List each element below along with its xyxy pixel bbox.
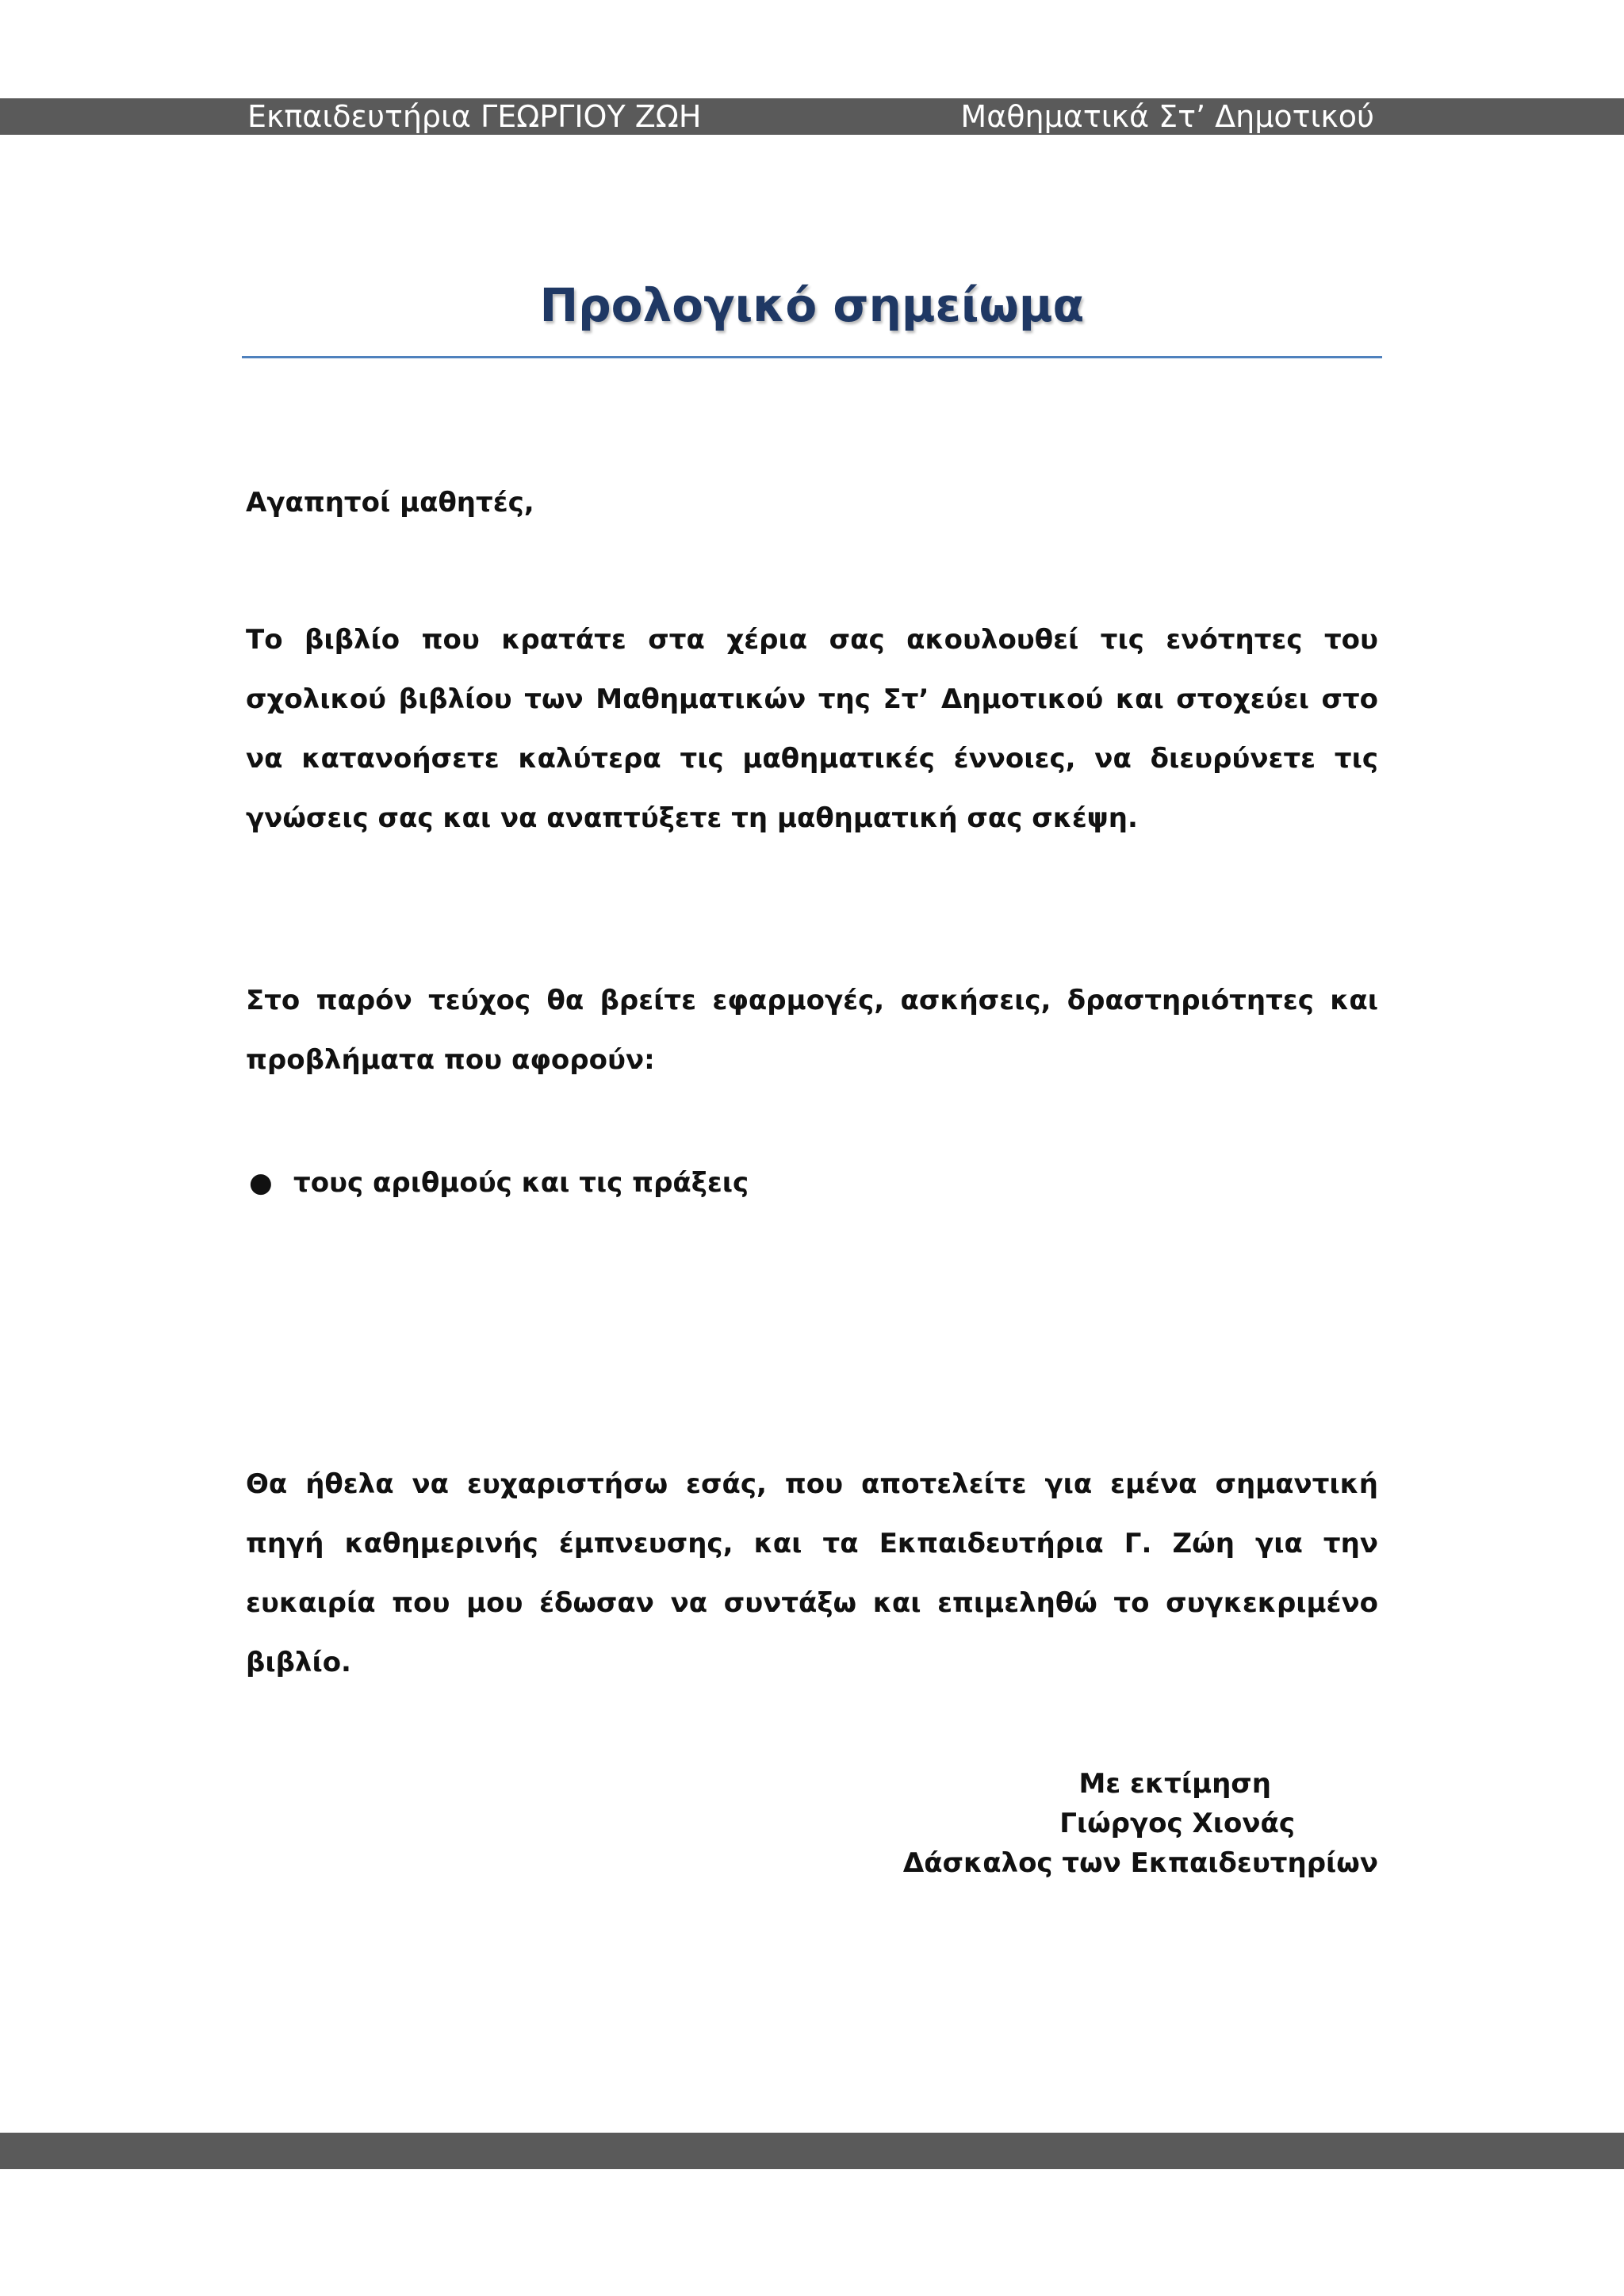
footer-bar <box>0 2133 1624 2169</box>
header-bar <box>0 98 1624 135</box>
contents-paragraph: Στο παρόν τεύχος θα βρείτε εφαρμογές, ασκήσεις, δραστηριότητες και προβλήματα που αφορούν: <box>246 985 1378 1076</box>
signature-block <box>887 1764 1378 1883</box>
header-publisher: Εκπαιδευτήρια ΓΕΩΡΓΙΟΥ ΖΩΗ <box>247 99 702 134</box>
greeting: Αγαπητοί μαθητές, <box>246 487 534 519</box>
list-item <box>246 1155 1378 1211</box>
signature-closing: Με εκτίμηση <box>1078 1768 1271 1800</box>
page-title: Προλογικό σημείωμα <box>539 278 1085 332</box>
title-underline <box>242 356 1382 358</box>
thanks-paragraph: Θα ήθελα να ευχαριστήσω εσάς, που αποτελείτε για εμένα σημαντική πηγή καθημερινής έμπνευσης, και τα Εκπαιδευτήρια Γ. Ζώη για την ευκαιρία που μου έδωσαν να συντάξω και επιμεληθώ το συγκεκριμένο βιβλίο. <box>246 1468 1378 1678</box>
intro-paragraph: Το βιβλίο που κρατάτε στα χέρια σας ακουλουθεί τις ενότητες του σχολικού βιβλίου των Μαθηματικών της Στ’ Δημοτικού και στοχεύει στο να κατανοήσετε καλύτερα τις μαθηματικές έννοιες, να διευρύνετε τις γνώσεις σας και να αναπτύξετε τη μαθηματική σας σκέψη. <box>246 624 1378 834</box>
list-item-text: τους αριθμούς και τις πράξεις <box>293 1167 749 1199</box>
header-subject: Μαθηματικά Στ’ Δημοτικού <box>960 99 1374 134</box>
signature-role: Δάσκαλος των Εκπαιδευτηρίων <box>902 1847 1378 1879</box>
signature-name: Γιώργος Χιονάς <box>1059 1808 1295 1839</box>
bullet-icon: ● <box>249 1167 273 1199</box>
